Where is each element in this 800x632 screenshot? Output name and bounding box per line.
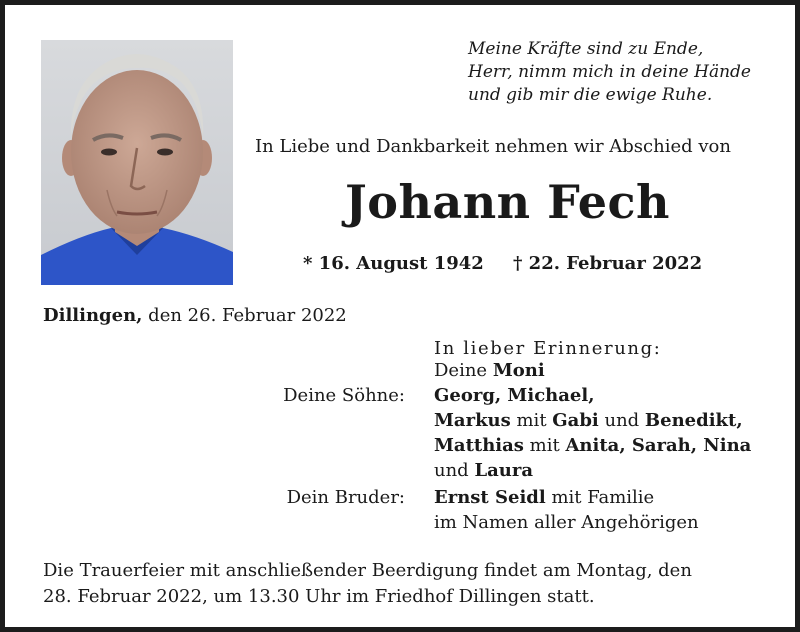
partner-gabi: Gabi xyxy=(552,410,599,431)
poem xyxy=(468,38,751,107)
ceremony-line-1: Die Trauerfeier mit anschließender Beerdigung findet am Montag, den xyxy=(43,560,692,581)
grandchild-benedikt: Benedikt, xyxy=(644,410,743,431)
connector-und: und xyxy=(598,410,645,431)
family-matthias: Anita, Sarah, Nina xyxy=(565,435,752,456)
son-matthias: Matthias xyxy=(434,435,524,456)
wife-prefix: Deine xyxy=(434,360,493,381)
brother-name: Ernst Seidl xyxy=(434,487,546,508)
poem-line-3: und gib mir die ewige Ruhe. xyxy=(468,85,713,105)
poem-line-1: Meine Kräfte sind zu Ende, xyxy=(468,39,704,59)
all-relatives: im Namen aller Angehörigen xyxy=(434,512,699,533)
sons-line-1 xyxy=(434,383,594,408)
wife-line xyxy=(434,358,545,383)
grandchild-laura: Laura xyxy=(474,460,533,481)
sons-line-4 xyxy=(434,458,533,483)
deceased-name: Johann Fech xyxy=(345,175,670,229)
portrait-photo xyxy=(41,40,233,285)
sons-line-2 xyxy=(434,408,743,433)
place-name: Dillingen, xyxy=(43,305,143,326)
ceremony-info xyxy=(43,558,692,610)
birth-date: * 16. August 1942 xyxy=(303,253,484,274)
place-date xyxy=(43,305,347,326)
son-markus: Markus xyxy=(434,410,511,431)
connector-mit: mit xyxy=(510,410,553,431)
death-date: † 22. Februar 2022 xyxy=(513,253,703,274)
brother-label: Dein Bruder: xyxy=(286,487,405,508)
brother-line xyxy=(434,485,654,510)
intro-text: In Liebe und Dankbarkeit nehmen wir Abschied von xyxy=(255,136,731,157)
sons-label: Deine Söhne: xyxy=(283,385,405,406)
with-family: mit Familie xyxy=(545,487,655,508)
connector-und: und xyxy=(434,460,475,481)
ceremony-line-2: 28. Februar 2022, um 13.30 Uhr im Friedhof Dillingen statt. xyxy=(43,586,595,607)
poem-line-2: Herr, nimm mich in deine Hände xyxy=(468,62,751,82)
sons-line-3 xyxy=(434,433,751,458)
sons-names: Georg, Michael, xyxy=(434,385,595,406)
wife-name: Moni xyxy=(492,360,545,381)
memory-heading: In lieber Erinnerung: xyxy=(434,338,662,359)
notice-date: den 26. Februar 2022 xyxy=(142,305,347,326)
connector-mit: mit xyxy=(523,435,566,456)
